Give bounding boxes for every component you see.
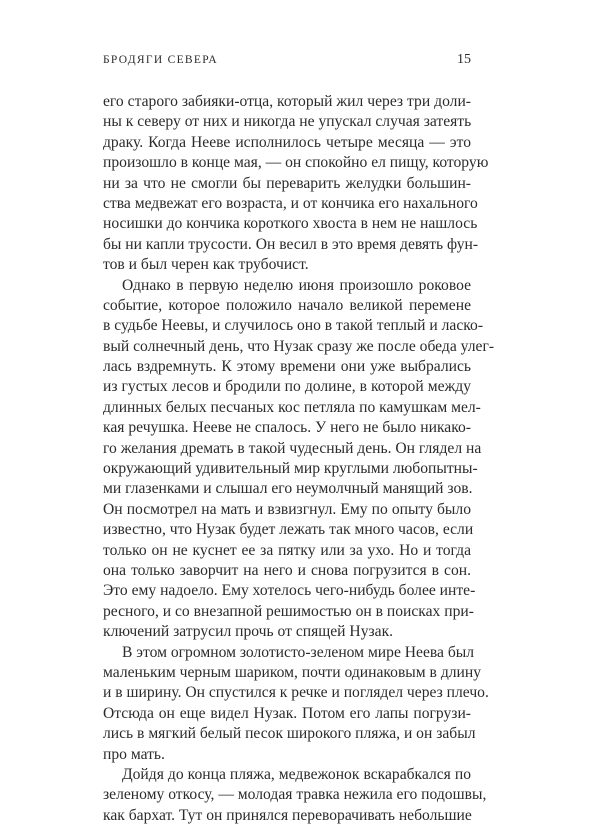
text-line: Дойдя до конца пляжа, медвежонок вскарабкался по: [122, 765, 471, 783]
body-text: [103, 92, 495, 826]
paragraph: [103, 92, 489, 276]
text-line: его старого забияки-отца, который жил через три доли-: [103, 93, 471, 110]
text-line: как бархат. Тут он принялся переворачивать небольшие: [103, 806, 472, 824]
text-line: длинных белых песчаных кос петляла по камушкам мел-: [103, 398, 481, 416]
text-line: ни за что не смогли бы переварить желудки большин-: [103, 174, 471, 192]
text-line: Однако в первую неделю июня произошло роковое: [122, 276, 471, 294]
running-title: БРОДЯГИ СЕВЕРА: [103, 54, 219, 66]
text-line: она только заворчит на него и снова погрузится в сон.: [103, 561, 471, 579]
text-line: ны к северу от них и никогда не упускал случая затеять: [103, 113, 472, 131]
book-page: [103, 52, 495, 826]
page-number: 15: [457, 52, 471, 67]
text-line: Отсюда он еще видел Нузак. Потом его лапы погрузи-: [103, 704, 471, 722]
text-line: Это ему надоело. Ему хотелось чего-нибудь более инте-: [103, 582, 476, 600]
text-line: Он посмотрел на мать и взвизгнул. Ему по опыту было: [103, 500, 471, 518]
text-line: драку. Когда Нееве исполнилось четыре месяца — это: [103, 133, 471, 151]
text-line: ключений затрусил прочь от спящей Нузак.: [103, 623, 394, 641]
text-line: ства медвежат его возраста, и от кончика его нахального: [103, 194, 478, 212]
text-line: про мать.: [103, 745, 165, 763]
text-line: кая речушка. Нееве не спалось. У него не было никако-: [103, 419, 471, 437]
text-line: ресного, и со внезапной решимостью он в поисках при-: [103, 602, 474, 620]
text-line: вый солнечный день, что Нузак сразу же после обеда улег-: [103, 337, 495, 355]
text-line: тов и был черен как трубочист.: [103, 256, 309, 274]
text-line: произошло в конце мая, — он спокойно ел пищу, которую: [103, 154, 489, 172]
text-line: известно, что Нузак будет лежать так много часов, если: [103, 521, 474, 539]
text-line: маленьким черным шариком, почти одинаковым в длину: [103, 663, 482, 681]
text-line: го желания дремать в такой чудесный день. Он глядел на: [103, 439, 482, 457]
text-line: носишки до кончика короткого хвоста в нем не нашлось: [103, 215, 478, 233]
text-line: зеленому откосу, — молодая травка нежила его подошвы,: [103, 786, 487, 804]
text-line: событие, которое положило начало великой перемене: [103, 296, 471, 314]
text-line: лись в мягкий белый песок широкого пляжа, и он забыл: [103, 725, 476, 743]
paragraph: [103, 765, 487, 826]
text-line: и в ширину. Он спустился к речке и поглядел через плечо.: [103, 684, 489, 702]
running-head: [103, 52, 471, 72]
text-line: в судьбе Неевы, и случилось оно в такой теплый и ласко-: [103, 317, 484, 335]
text-line: окружающий удивительный мир круглыми любопытны-: [103, 460, 478, 478]
paragraph: [103, 276, 495, 643]
text-line: В этом огромном золотисто-зеленом мире Неева был: [122, 643, 475, 661]
text-line: только он не куснет ее за пятку или за ухо. Но и тогда: [103, 541, 471, 559]
text-line: из густых лесов и бродили по долине, в которой между: [103, 378, 471, 396]
text-line: лась вздремнуть. К этому времени они уже выбрались: [103, 358, 471, 376]
paragraph: [103, 643, 489, 765]
text-line: бы ни капли трусости. Он весил в это время девять фун-: [103, 235, 479, 253]
text-line: ми глазенками и слышал его неумолчный манящий зов.: [103, 480, 473, 498]
